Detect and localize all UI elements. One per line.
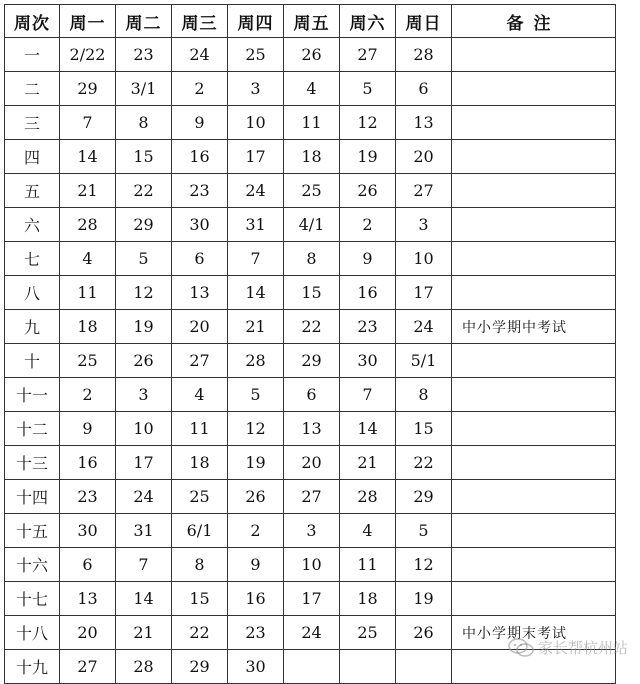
date-cell: 13 — [60, 582, 116, 616]
date-cell: 24 — [396, 310, 452, 344]
date-cell: 25 — [340, 616, 396, 650]
header-week: 周次 — [5, 5, 60, 38]
date-cell: 6/1 — [172, 514, 228, 548]
date-cell: 16 — [60, 446, 116, 480]
date-cell: 19 — [340, 140, 396, 174]
date-cell: 15 — [396, 412, 452, 446]
note-cell — [452, 446, 616, 480]
note-cell — [452, 38, 616, 72]
date-cell: 20 — [396, 140, 452, 174]
date-cell: 2 — [60, 378, 116, 412]
week-number-cell: 三 — [5, 106, 60, 140]
header-day-sat: 周六 — [340, 5, 396, 38]
date-cell: 12 — [116, 276, 172, 310]
date-cell: 25 — [60, 344, 116, 378]
date-cell: 14 — [228, 276, 284, 310]
date-cell: 18 — [172, 446, 228, 480]
date-cell: 5 — [228, 378, 284, 412]
note-cell — [452, 242, 616, 276]
watermark-text: 家长帮杭州站 — [537, 639, 628, 657]
date-cell: 19 — [116, 310, 172, 344]
table-row — [5, 72, 616, 106]
date-cell: 17 — [228, 140, 284, 174]
date-cell: 17 — [284, 582, 340, 616]
date-cell: 11 — [284, 106, 340, 140]
date-cell: 15 — [116, 140, 172, 174]
note-cell: 中小学期末考试 — [452, 616, 616, 650]
table-row — [5, 480, 616, 514]
date-cell: 16 — [172, 140, 228, 174]
header-row — [5, 5, 616, 38]
table-row — [5, 208, 616, 242]
school-calendar-table — [4, 4, 616, 684]
date-cell: 10 — [396, 242, 452, 276]
date-cell: 8 — [116, 106, 172, 140]
date-cell: 3 — [228, 72, 284, 106]
header-day-thu: 周四 — [228, 5, 284, 38]
date-cell: 11 — [340, 548, 396, 582]
date-cell: 28 — [60, 208, 116, 242]
week-number-cell: 十九 — [5, 650, 60, 684]
table-body — [5, 38, 616, 684]
date-cell: 6 — [284, 378, 340, 412]
date-cell: 26 — [228, 480, 284, 514]
note-cell — [452, 276, 616, 310]
date-cell: 9 — [340, 242, 396, 276]
date-cell: 27 — [60, 650, 116, 684]
date-cell: 6 — [172, 242, 228, 276]
date-cell: 31 — [116, 514, 172, 548]
date-cell: 24 — [228, 174, 284, 208]
note-cell — [452, 208, 616, 242]
week-number-cell: 七 — [5, 242, 60, 276]
date-cell: 29 — [284, 344, 340, 378]
date-cell: 28 — [116, 650, 172, 684]
date-cell: 19 — [396, 582, 452, 616]
date-cell: 23 — [172, 174, 228, 208]
date-cell: 15 — [172, 582, 228, 616]
date-cell: 3 — [284, 514, 340, 548]
date-cell: 8 — [172, 548, 228, 582]
note-cell — [452, 412, 616, 446]
table-row — [5, 276, 616, 310]
date-cell: 11 — [172, 412, 228, 446]
week-number-cell: 一 — [5, 38, 60, 72]
date-cell: 26 — [116, 344, 172, 378]
week-number-cell: 四 — [5, 140, 60, 174]
table-row — [5, 446, 616, 480]
date-cell — [284, 650, 340, 684]
date-cell: 18 — [284, 140, 340, 174]
date-cell: 20 — [284, 446, 340, 480]
note-cell — [452, 140, 616, 174]
date-cell: 23 — [228, 616, 284, 650]
date-cell: 12 — [228, 412, 284, 446]
week-number-cell: 十三 — [5, 446, 60, 480]
table-row — [5, 174, 616, 208]
date-cell: 21 — [60, 174, 116, 208]
date-cell: 25 — [284, 174, 340, 208]
note-cell — [452, 72, 616, 106]
table-row — [5, 616, 616, 650]
date-cell: 13 — [172, 276, 228, 310]
date-cell: 8 — [284, 242, 340, 276]
week-number-cell: 二 — [5, 72, 60, 106]
week-number-cell: 十七 — [5, 582, 60, 616]
date-cell: 6 — [60, 548, 116, 582]
date-cell: 12 — [396, 548, 452, 582]
date-cell: 22 — [396, 446, 452, 480]
date-cell: 13 — [284, 412, 340, 446]
date-cell: 4/1 — [284, 208, 340, 242]
date-cell: 7 — [340, 378, 396, 412]
date-cell: 18 — [340, 582, 396, 616]
date-cell: 25 — [172, 480, 228, 514]
note-cell — [452, 344, 616, 378]
note-cell — [452, 174, 616, 208]
date-cell: 20 — [60, 616, 116, 650]
table-row — [5, 582, 616, 616]
date-cell: 5 — [396, 514, 452, 548]
date-cell: 17 — [396, 276, 452, 310]
date-cell: 9 — [172, 106, 228, 140]
date-cell: 27 — [396, 174, 452, 208]
week-number-cell: 五 — [5, 174, 60, 208]
date-cell: 22 — [284, 310, 340, 344]
date-cell: 27 — [284, 480, 340, 514]
date-cell: 28 — [396, 38, 452, 72]
date-cell: 2 — [340, 208, 396, 242]
table-row — [5, 310, 616, 344]
date-cell: 21 — [340, 446, 396, 480]
date-cell: 18 — [60, 310, 116, 344]
date-cell — [396, 650, 452, 684]
date-cell: 22 — [116, 174, 172, 208]
header-day-sun: 周日 — [396, 5, 452, 38]
date-cell: 10 — [228, 106, 284, 140]
table-header — [5, 5, 616, 38]
date-cell: 6 — [396, 72, 452, 106]
date-cell: 5/1 — [396, 344, 452, 378]
date-cell: 9 — [60, 412, 116, 446]
date-cell: 30 — [172, 208, 228, 242]
table-row — [5, 650, 616, 684]
date-cell: 21 — [116, 616, 172, 650]
date-cell: 29 — [172, 650, 228, 684]
date-cell: 28 — [228, 344, 284, 378]
date-cell: 13 — [396, 106, 452, 140]
table-row — [5, 514, 616, 548]
table-row — [5, 412, 616, 446]
date-cell: 15 — [284, 276, 340, 310]
date-cell: 5 — [116, 242, 172, 276]
date-cell: 22 — [172, 616, 228, 650]
date-cell: 14 — [60, 140, 116, 174]
week-number-cell: 十 — [5, 344, 60, 378]
date-cell: 27 — [340, 38, 396, 72]
date-cell: 19 — [228, 446, 284, 480]
table-row — [5, 548, 616, 582]
date-cell: 31 — [228, 208, 284, 242]
date-cell: 29 — [396, 480, 452, 514]
date-cell: 23 — [116, 38, 172, 72]
date-cell: 30 — [340, 344, 396, 378]
date-cell: 30 — [228, 650, 284, 684]
date-cell: 26 — [396, 616, 452, 650]
table-row — [5, 378, 616, 412]
note-cell — [452, 106, 616, 140]
date-cell: 7 — [116, 548, 172, 582]
date-cell: 29 — [60, 72, 116, 106]
date-cell: 10 — [284, 548, 340, 582]
date-cell: 3/1 — [116, 72, 172, 106]
table-row — [5, 106, 616, 140]
note-cell — [452, 548, 616, 582]
date-cell: 7 — [228, 242, 284, 276]
date-cell: 14 — [340, 412, 396, 446]
date-cell: 24 — [284, 616, 340, 650]
date-cell: 10 — [116, 412, 172, 446]
date-cell: 2 — [172, 72, 228, 106]
date-cell: 12 — [340, 106, 396, 140]
note-cell — [452, 514, 616, 548]
date-cell: 29 — [116, 208, 172, 242]
date-cell: 28 — [340, 480, 396, 514]
date-cell: 3 — [116, 378, 172, 412]
note-cell — [452, 582, 616, 616]
header-day-tue: 周二 — [116, 5, 172, 38]
date-cell: 3 — [396, 208, 452, 242]
header-day-mon: 周一 — [60, 5, 116, 38]
date-cell: 20 — [172, 310, 228, 344]
date-cell: 26 — [284, 38, 340, 72]
date-cell: 21 — [228, 310, 284, 344]
date-cell: 16 — [340, 276, 396, 310]
header-day-fri: 周五 — [284, 5, 340, 38]
date-cell: 9 — [228, 548, 284, 582]
date-cell: 4 — [284, 72, 340, 106]
date-cell: 30 — [60, 514, 116, 548]
table-row — [5, 242, 616, 276]
date-cell: 27 — [172, 344, 228, 378]
date-cell: 23 — [340, 310, 396, 344]
date-cell — [340, 650, 396, 684]
note-cell: 中小学期中考试 — [452, 310, 616, 344]
note-cell — [452, 650, 616, 684]
date-cell: 14 — [116, 582, 172, 616]
table-row — [5, 38, 616, 72]
date-cell: 2 — [228, 514, 284, 548]
week-number-cell: 十六 — [5, 548, 60, 582]
week-number-cell: 十八 — [5, 616, 60, 650]
week-number-cell: 九 — [5, 310, 60, 344]
date-cell: 11 — [60, 276, 116, 310]
date-cell: 23 — [60, 480, 116, 514]
note-cell — [452, 378, 616, 412]
date-cell: 16 — [228, 582, 284, 616]
date-cell: 2/22 — [60, 38, 116, 72]
date-cell: 5 — [340, 72, 396, 106]
week-number-cell: 十一 — [5, 378, 60, 412]
week-number-cell: 十四 — [5, 480, 60, 514]
week-number-cell: 十五 — [5, 514, 60, 548]
table-row — [5, 140, 616, 174]
date-cell: 24 — [116, 480, 172, 514]
table-row — [5, 344, 616, 378]
week-number-cell: 八 — [5, 276, 60, 310]
date-cell: 17 — [116, 446, 172, 480]
date-cell: 4 — [60, 242, 116, 276]
date-cell: 4 — [172, 378, 228, 412]
header-day-wed: 周三 — [172, 5, 228, 38]
date-cell: 4 — [340, 514, 396, 548]
date-cell: 8 — [396, 378, 452, 412]
date-cell: 24 — [172, 38, 228, 72]
date-cell: 25 — [228, 38, 284, 72]
header-note: 备注 — [452, 5, 616, 38]
week-number-cell: 六 — [5, 208, 60, 242]
note-cell — [452, 480, 616, 514]
week-number-cell: 十二 — [5, 412, 60, 446]
date-cell: 26 — [340, 174, 396, 208]
date-cell: 7 — [60, 106, 116, 140]
